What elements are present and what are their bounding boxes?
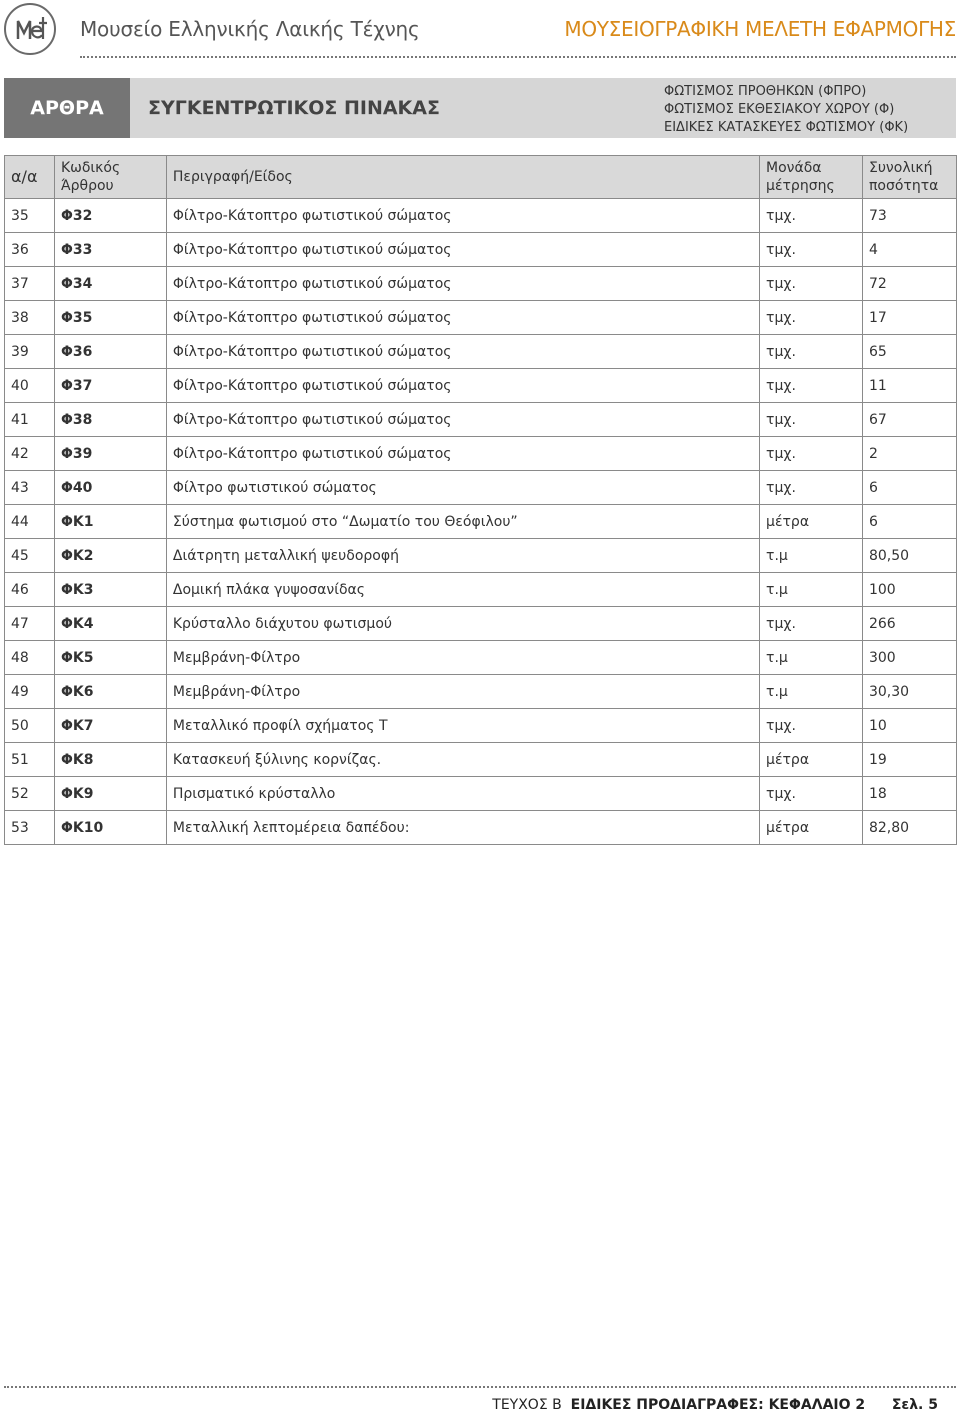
quantity: 17 [862,301,956,335]
description: Μεταλλικό προφίλ σχήματος Τ [166,709,759,743]
unit: τμχ. [760,267,863,301]
table-row [5,777,957,811]
table-row [5,403,957,437]
article-code: ΦΚ9 [54,777,166,811]
description: Μεμβράνη-Φίλτρο [166,675,759,709]
article-code: ΦΚ8 [54,743,166,777]
quantity: 6 [862,505,956,539]
quantity: 2 [862,437,956,471]
article-code: Φ39 [54,437,166,471]
row-index: 50 [5,709,55,743]
article-code: ΦΚ6 [54,675,166,709]
header-index: α/α [5,156,55,199]
unit: τ.μ [760,573,863,607]
unit: τμχ. [760,403,863,437]
description: Φίλτρο-Κάτοπτρο φωτιστικού σώματος [166,437,759,471]
quantity: 82,80 [862,811,956,845]
description: Φίλτρο-Κάτοπτρο φωτιστικού σώματος [166,233,759,267]
row-index: 43 [5,471,55,505]
description: Μεταλλική λεπτομέρεια δαπέδου: [166,811,759,845]
header-unit: Μονάδα μέτρησης [760,156,863,199]
unit: τ.μ [760,641,863,675]
table-row [5,199,957,233]
row-index: 48 [5,641,55,675]
category-item: ΦΩΤΙΣΜΟΣ ΠΡΟΘΗΚΩΝ (ΦΠΡΟ) [664,84,867,99]
unit: τ.μ [760,539,863,573]
unit: τμχ. [760,335,863,369]
row-index: 41 [5,403,55,437]
row-index: 51 [5,743,55,777]
unit: μέτρα [760,505,863,539]
description: Διάτρητη μεταλλική ψευδοροφή [166,539,759,573]
description: Φίλτρο-Κάτοπτρο φωτιστικού σώματος [166,403,759,437]
quantity: 30,30 [862,675,956,709]
table-row [5,539,957,573]
unit: τμχ. [760,709,863,743]
unit: τμχ. [760,437,863,471]
footer-page-number: Σελ. 5 [891,1397,938,1413]
unit: τμχ. [760,607,863,641]
description: Δομική πλάκα γυψοσανίδας [166,573,759,607]
article-code: ΦΚ4 [54,607,166,641]
unit: τμχ. [760,199,863,233]
unit: μέτρα [760,811,863,845]
header-quantity: Συνολική ποσότητα [862,156,956,199]
table-row [5,233,957,267]
quantity: 6 [862,471,956,505]
footer-section: ΕΙΔΙΚΕΣ ΠΡΟΔΙΑΓΡΑΦΕΣ: ΚΕΦΑΛΑΙΟ 2 [570,1397,866,1413]
description: Φίλτρο-Κάτοπτρο φωτιστικού σώματος [166,369,759,403]
article-code: Φ35 [54,301,166,335]
table-row [5,573,957,607]
footer-volume: ΤΕΥΧΟΣ Β [492,1397,562,1413]
unit: τμχ. [760,471,863,505]
description: Μεμβράνη-Φίλτρο [166,641,759,675]
article-code: Φ34 [54,267,166,301]
table-row [5,301,957,335]
table-row [5,369,957,403]
quantity: 300 [862,641,956,675]
article-code: ΦΚ2 [54,539,166,573]
articles-table [4,155,957,845]
header-code: Κωδικός Άρθρου [54,156,166,199]
row-index: 38 [5,301,55,335]
table-row [5,641,957,675]
footer-divider [4,1386,956,1388]
unit: τμχ. [760,301,863,335]
description: Φίλτρο-Κάτοπτρο φωτιστικού σώματος [166,199,759,233]
description: Πρισματικό κρύσταλλο [166,777,759,811]
article-code: Φ40 [54,471,166,505]
page-footer [492,1397,938,1413]
quantity: 4 [862,233,956,267]
table-row [5,505,957,539]
museum-logo-icon [10,9,50,49]
row-index: 40 [5,369,55,403]
title-bar [4,78,956,138]
unit: τ.μ [760,675,863,709]
category-item: ΕΙΔΙΚΕΣ ΚΑΤΑΣΚΕΥΕΣ ΦΩΤΙΣΜΟΥ (ΦΚ) [664,120,909,135]
quantity: 266 [862,607,956,641]
section-label: ΑΡΘΡΑ [4,78,130,138]
table-header-row [5,156,957,199]
table-row [5,811,957,845]
article-code: ΦΚ1 [54,505,166,539]
article-code: Φ33 [54,233,166,267]
article-code: ΦΚ10 [54,811,166,845]
museum-logo [4,3,56,55]
unit: τμχ. [760,777,863,811]
row-index: 44 [5,505,55,539]
row-index: 39 [5,335,55,369]
article-code: Φ37 [54,369,166,403]
row-index: 46 [5,573,55,607]
row-index: 45 [5,539,55,573]
quantity: 10 [862,709,956,743]
table-row [5,437,957,471]
header-divider [80,56,956,58]
category-item: ΦΩΤΙΣΜΟΣ ΕΚΘΕΣΙΑΚΟΥ ΧΩΡΟΥ (Φ) [664,102,895,117]
article-code: Φ36 [54,335,166,369]
description: Κρύσταλλο διάχυτου φωτισμού [166,607,759,641]
row-index: 53 [5,811,55,845]
quantity: 72 [862,267,956,301]
unit: τμχ. [760,369,863,403]
row-index: 49 [5,675,55,709]
description: Φίλτρο-Κάτοπτρο φωτιστικού σώματος [166,301,759,335]
quantity: 100 [862,573,956,607]
study-title: ΜΟΥΣΕΙΟΓΡΑΦΙΚΗ ΜΕΛΕΤΗ ΕΦΑΡΜΟΓΗΣ [564,17,956,41]
unit: τμχ. [760,233,863,267]
article-code: Φ38 [54,403,166,437]
table-row [5,743,957,777]
article-code: ΦΚ7 [54,709,166,743]
table-title: ΣΥΓΚΕΝΤΡΩΤΙΚΟΣ ΠΙΝΑΚΑΣ [148,97,440,119]
quantity: 67 [862,403,956,437]
quantity: 18 [862,777,956,811]
article-code: ΦΚ3 [54,573,166,607]
quantity: 80,50 [862,539,956,573]
table-row [5,709,957,743]
row-index: 36 [5,233,55,267]
article-code: ΦΚ5 [54,641,166,675]
quantity: 11 [862,369,956,403]
row-index: 42 [5,437,55,471]
row-index: 37 [5,267,55,301]
description: Φίλτρο-Κάτοπτρο φωτιστικού σώματος [166,267,759,301]
table-row [5,267,957,301]
row-index: 52 [5,777,55,811]
description: Φίλτρο-Κάτοπτρο φωτιστικού σώματος [166,335,759,369]
description: Φίλτρο φωτιστικού σώματος [166,471,759,505]
table-row [5,675,957,709]
unit: μέτρα [760,743,863,777]
header-description: Περιγραφή/Είδος [166,156,759,199]
quantity: 73 [862,199,956,233]
description: Σύστημα φωτισμού στο “Δωματίο του Θεόφιλου” [166,505,759,539]
table-row [5,607,957,641]
row-index: 35 [5,199,55,233]
row-index: 47 [5,607,55,641]
museum-name: Μουσείο Ελληνικής Λαικής Τέχνης [80,17,420,41]
quantity: 19 [862,743,956,777]
description: Κατασκευή ξύλινης κορνίζας. [166,743,759,777]
article-code: Φ32 [54,199,166,233]
category-list [664,78,956,138]
quantity: 65 [862,335,956,369]
table-row [5,471,957,505]
table-row [5,335,957,369]
